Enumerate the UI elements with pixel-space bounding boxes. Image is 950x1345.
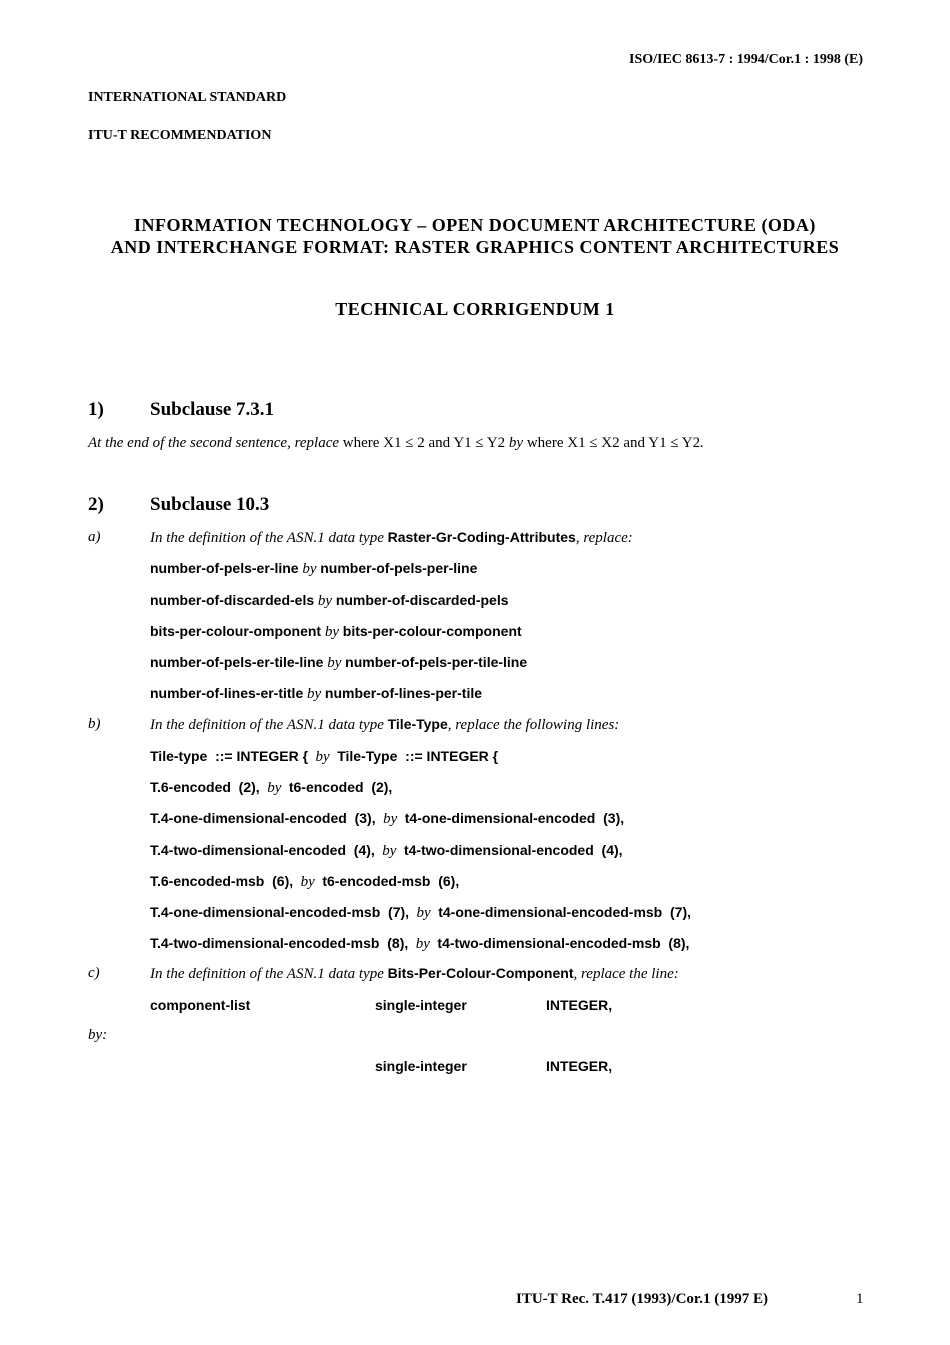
b-replace-row [150, 935, 689, 953]
a-replace-row [150, 654, 527, 672]
item-a-intro [150, 529, 633, 547]
b-by-6: by [415, 936, 430, 952]
b-replace-row [150, 779, 392, 797]
page-number: 1 [856, 1291, 864, 1307]
s1-plain-2: where X1 ≤ X2 and Y1 ≤ Y2 [523, 435, 701, 451]
a-by-0: by [302, 561, 317, 577]
b-by-0: by [315, 749, 330, 765]
header-international-standard: INTERNATIONAL STANDARD [88, 90, 287, 105]
b-old-5: T.4-one-dimensional-encoded-msb (7), [150, 904, 410, 920]
a-by-1: by [317, 593, 333, 609]
a-by-4: by [306, 686, 322, 702]
section-2-number: 2) [88, 494, 104, 515]
b-old-3: T.4-two-dimensional-encoded (4), [150, 842, 375, 858]
section-1-heading: Subclause 7.3.1 [150, 399, 275, 420]
b-new-0: Tile-Type ::= INTEGER { [337, 748, 499, 764]
b-new-4: t6-encoded-msb (6), [322, 873, 460, 889]
s1-plain-1: where X1 ≤ 2 and Y1 ≤ Y2 [339, 435, 509, 451]
item-c-intro [150, 965, 679, 983]
b-old-1: T.6-encoded (2), [150, 779, 260, 795]
item-b-intro [150, 716, 619, 734]
item-c-label: c) [88, 965, 100, 981]
a-new-0: number-of-pels-per-line [320, 560, 478, 576]
c-intro-italic-1: In the definition of the ASN.1 data type [150, 966, 388, 982]
c-by-label: by: [88, 1027, 108, 1043]
b-by-5: by [416, 905, 431, 921]
a-old-3: number-of-pels-er-tile-line [150, 654, 324, 670]
b-old-4: T.6-encoded-msb (6), [150, 873, 294, 889]
c-old-integer: INTEGER, [546, 997, 613, 1013]
document-reference: ISO/IEC 8613-7 : 1994/Cor.1 : 1998 (E) [629, 52, 863, 67]
s1-italic-by: by [508, 435, 524, 451]
a-replace-row [150, 592, 509, 610]
b-old-2: T.4-one-dimensional-encoded (3), [150, 810, 376, 826]
b-new-5: t4-one-dimensional-encoded-msb (7), [438, 904, 692, 920]
b-replace-row [150, 748, 498, 766]
section-1-number: 1) [88, 399, 104, 420]
item-b-label: b) [88, 716, 101, 732]
a-intro-bold: Raster-Gr-Coding-Attributes [387, 529, 576, 545]
b-intro-bold: Tile-Type [387, 716, 448, 732]
c-old-component-list: component-list [150, 997, 251, 1013]
b-replace-row [150, 810, 624, 828]
title-subtitle: TECHNICAL CORRIGENDUM 1 [335, 299, 615, 319]
title-line-2: AND INTERCHANGE FORMAT: RASTER GRAPHICS CONTENT ARCHITECTURES [110, 237, 840, 257]
a-new-3: number-of-pels-per-tile-line [345, 654, 528, 670]
c-new-integer: INTEGER, [546, 1058, 613, 1074]
section-1-text [88, 435, 704, 452]
b-old-6: T.4-two-dimensional-encoded-msb (8), [150, 935, 409, 951]
b-new-6: t4-two-dimensional-encoded-msb (8), [437, 935, 690, 951]
c-intro-bold: Bits-Per-Colour-Component [387, 965, 574, 981]
b-replace-row [150, 842, 623, 860]
a-new-1: number-of-discarded-pels [335, 592, 509, 608]
section-2-heading: Subclause 10.3 [150, 494, 270, 515]
a-intro-italic-1: In the definition of the ASN.1 data type [150, 530, 388, 546]
b-new-3: t4-two-dimensional-encoded (4), [403, 842, 623, 858]
c-intro-italic-2: , replace the line: [573, 966, 679, 982]
s1-italic-1: At the end of the second sentence, replace [88, 435, 340, 451]
b-old-0: Tile-type ::= INTEGER { [150, 748, 309, 764]
a-by-3: by [327, 655, 342, 671]
b-new-1: t6-encoded (2), [288, 779, 393, 795]
c-new-single-integer: single-integer [375, 1058, 467, 1074]
b-new-2: t4-one-dimensional-encoded (3), [404, 810, 625, 826]
s1-end: . [700, 435, 704, 451]
a-by-2: by [324, 624, 340, 640]
footer-reference: ITU-T Rec. T.417 (1993)/Cor.1 (1997 E) [516, 1291, 768, 1307]
a-replace-row [150, 560, 477, 578]
c-old-single-integer: single-integer [375, 997, 467, 1013]
item-a-label: a) [88, 529, 101, 545]
a-old-0: number-of-pels-er-line [150, 560, 299, 576]
header-itu-recommendation: ITU-T RECOMMENDATION [88, 128, 272, 143]
a-replace-row [150, 623, 522, 641]
a-new-4: number-of-lines-per-tile [324, 685, 483, 701]
a-old-1: number-of-discarded-els [150, 592, 315, 608]
b-by-1: by [267, 780, 282, 796]
a-intro-italic-2: , replace: [575, 530, 633, 546]
a-old-4: number-of-lines-er-title [150, 685, 304, 701]
b-replace-row [150, 873, 459, 891]
a-old-2: bits-per-colour-omponent [150, 623, 322, 639]
b-intro-italic-1: In the definition of the ASN.1 data type [150, 717, 388, 733]
b-replace-row [150, 904, 691, 922]
a-replace-row [150, 685, 482, 703]
b-by-2: by [383, 811, 398, 827]
title-line-1: INFORMATION TECHNOLOGY – OPEN DOCUMENT ARCHITECTURE (ODA) [134, 215, 816, 235]
b-by-4: by [300, 874, 315, 890]
a-new-2: bits-per-colour-component [342, 623, 522, 639]
b-by-3: by [382, 843, 397, 859]
b-intro-italic-2: , replace the following lines: [447, 717, 620, 733]
